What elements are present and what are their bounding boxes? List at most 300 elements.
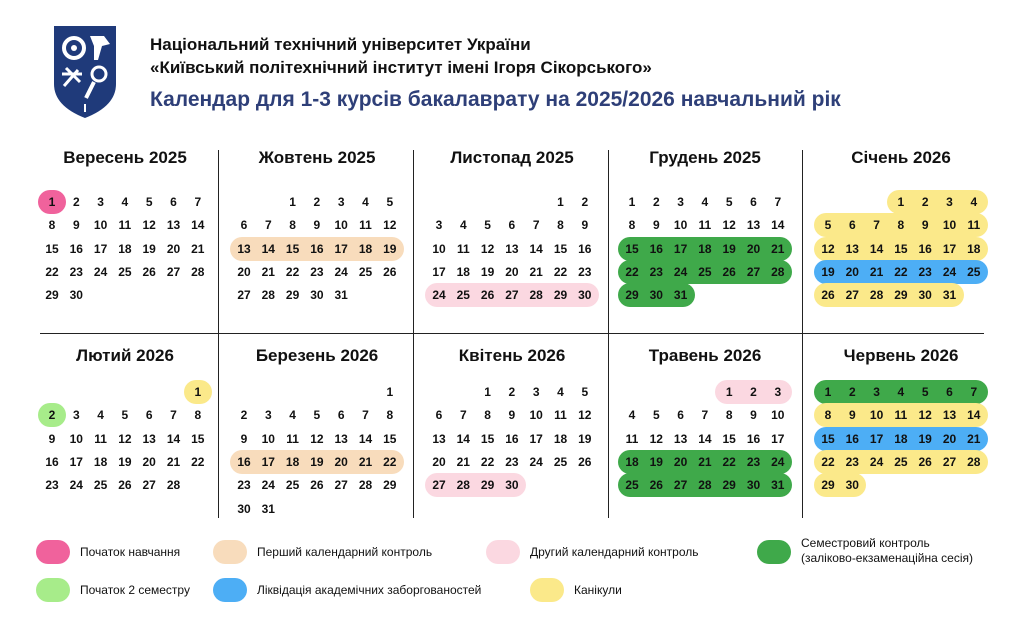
month-calendar xyxy=(40,346,235,521)
calendar-day: 30 xyxy=(918,288,932,303)
calendar-day: 4 xyxy=(362,195,369,209)
calendar-day: 13 xyxy=(237,241,251,256)
calendar-day: 26 xyxy=(918,454,932,469)
calendar-day: 24 xyxy=(432,288,446,303)
legend-label: Другий календарний контроль xyxy=(530,545,699,559)
calendar-day: 7 xyxy=(264,218,272,233)
calendar-day: 28 xyxy=(529,288,543,303)
calendar-day: 1 xyxy=(897,195,905,209)
calendar-day: 14 xyxy=(358,431,373,446)
calendar-day: 23 xyxy=(845,454,859,469)
calendar-day: 13 xyxy=(746,218,761,233)
calendar-day: 13 xyxy=(334,431,348,446)
calendar-day: 7 xyxy=(362,408,369,423)
month-title: Січень 2026 xyxy=(851,148,951,167)
calendar-day: 13 xyxy=(942,408,957,423)
legend-swatch xyxy=(36,578,70,602)
calendar-day: 6 xyxy=(677,408,684,423)
calendar-day: 20 xyxy=(237,264,251,279)
calendar-day: 6 xyxy=(435,408,443,423)
calendar-day: 22 xyxy=(553,264,568,279)
calendar-day: 30 xyxy=(578,288,592,303)
calendar-day: 15 xyxy=(625,241,639,256)
calendar-day: 28 xyxy=(698,478,712,493)
calendar-day: 21 xyxy=(191,241,205,256)
calendar-day: 17 xyxy=(69,454,83,469)
legend-swatch xyxy=(530,578,564,602)
calendar-day: 12 xyxy=(480,241,495,256)
calendar-day: 12 xyxy=(918,408,932,423)
calendar-day: 26 xyxy=(310,478,324,493)
calendar-day: 10 xyxy=(93,218,108,233)
calendar-day: 25 xyxy=(698,264,712,279)
calendar-day: 5 xyxy=(652,408,660,423)
calendar-day: 30 xyxy=(746,478,761,493)
month-calendar xyxy=(40,148,235,323)
calendar-day: 6 xyxy=(508,218,516,233)
month-title: Червень 2026 xyxy=(843,346,959,365)
calendar-day: 8 xyxy=(48,218,56,233)
calendar-day: 7 xyxy=(970,385,978,399)
calendar-day: 25 xyxy=(93,478,108,493)
calendar-day: 10 xyxy=(432,241,446,256)
calendar-day: 4 xyxy=(897,385,905,399)
calendar-day: 2 xyxy=(313,195,321,209)
calendar-day: 8 xyxy=(897,218,905,233)
calendar-day: 9 xyxy=(652,218,660,233)
calendar-day: 16 xyxy=(505,431,519,446)
month-calendar xyxy=(232,148,427,323)
calendar-day: 24 xyxy=(869,454,884,469)
calendar-day: 25 xyxy=(456,288,470,303)
calendar-day: 3 xyxy=(435,218,443,233)
calendar-day: 27 xyxy=(942,454,957,469)
calendar-day: 19 xyxy=(722,241,736,256)
calendar-day: 14 xyxy=(529,241,543,256)
month-calendar xyxy=(816,148,1011,323)
calendar-day: 27 xyxy=(334,478,348,493)
calendar-day: 21 xyxy=(529,264,543,279)
calendar-day: 25 xyxy=(285,478,300,493)
calendar-day: 18 xyxy=(698,241,712,256)
month-calendar xyxy=(816,346,1011,521)
calendar-day: 6 xyxy=(946,385,953,399)
calendar-day: 12 xyxy=(310,431,324,446)
calendar-day: 16 xyxy=(649,241,663,256)
calendar-day: 17 xyxy=(529,431,543,446)
calendar-day: 10 xyxy=(942,218,957,233)
calendar-day: 19 xyxy=(142,241,156,256)
calendar-day: 22 xyxy=(625,264,639,279)
calendar-day: 23 xyxy=(310,264,324,279)
calendar-day: 28 xyxy=(166,478,181,493)
calendar-day: 25 xyxy=(625,478,639,493)
calendar-day: 6 xyxy=(337,408,345,423)
calendar-day: 9 xyxy=(313,218,321,233)
calendar-day: 8 xyxy=(628,218,636,233)
calendar-day: 2 xyxy=(921,195,929,209)
calendar-day: 19 xyxy=(649,454,663,469)
calendar-day: 16 xyxy=(746,431,761,446)
calendar-day: 10 xyxy=(529,408,543,423)
calendar-day: 7 xyxy=(774,195,782,209)
month-calendar xyxy=(620,346,815,521)
calendar-day: 24 xyxy=(942,264,957,279)
month-calendar xyxy=(232,346,427,521)
calendar-day: 22 xyxy=(722,454,736,469)
calendar-day: 14 xyxy=(456,431,470,446)
calendar-day: 5 xyxy=(921,385,929,399)
calendar-day: 17 xyxy=(771,431,785,446)
calendar-day: 20 xyxy=(942,431,957,446)
calendar-day: 2 xyxy=(652,195,660,209)
calendar-day: 21 xyxy=(967,431,981,446)
calendar-day: 26 xyxy=(578,454,592,469)
calendar-day: 10 xyxy=(334,218,348,233)
calendar-day: 6 xyxy=(170,195,177,209)
calendar-day: 18 xyxy=(118,241,132,256)
calendar-day: 17 xyxy=(869,431,884,446)
calendar-day: 9 xyxy=(48,431,56,446)
calendar-day: 29 xyxy=(45,288,59,303)
calendar-day: 25 xyxy=(118,264,132,279)
calendar-day: 14 xyxy=(771,218,785,233)
calendar-day: 4 xyxy=(289,408,296,423)
calendar-day: 6 xyxy=(848,218,856,233)
calendar-day: 11 xyxy=(554,408,567,423)
calendar-day: 19 xyxy=(383,241,397,256)
calendar-day: 1 xyxy=(386,385,394,399)
calendar-day: 13 xyxy=(432,431,446,446)
calendar-day: 28 xyxy=(771,264,785,279)
month-title: Травень 2026 xyxy=(648,346,762,365)
month-title: Лютий 2026 xyxy=(76,346,174,365)
calendar-day: 29 xyxy=(480,478,495,493)
calendar-day: 21 xyxy=(456,454,470,469)
calendar-day: 22 xyxy=(285,264,300,279)
calendar-day: 21 xyxy=(869,264,884,279)
calendar-day: 15 xyxy=(383,431,397,446)
calendar-day: 27 xyxy=(673,478,688,493)
calendar-day: 23 xyxy=(237,478,251,493)
calendar-day: 10 xyxy=(69,431,83,446)
legend-label: Семестровий контроль (заліково-екзаменаційна сесія) xyxy=(801,536,973,565)
calendar-day: 5 xyxy=(725,195,733,209)
university-name: Національний технічний університет України xyxy=(150,35,531,54)
calendar-day: 2 xyxy=(240,408,248,423)
calendar-day: 29 xyxy=(285,288,300,303)
calendar-day: 8 xyxy=(386,408,394,423)
calendar-day: 23 xyxy=(918,264,932,279)
calendar-day: 7 xyxy=(873,218,880,233)
calendar-day: 11 xyxy=(698,218,712,233)
calendar-day: 6 xyxy=(750,195,757,209)
calendar-day: 20 xyxy=(166,241,181,256)
calendar-day: 4 xyxy=(121,195,129,209)
calendar-day: 8 xyxy=(557,218,564,233)
calendar-day: 25 xyxy=(894,454,908,469)
calendar-day: 30 xyxy=(69,288,83,303)
calendar-day: 11 xyxy=(967,218,981,233)
month-title: Квітень 2026 xyxy=(458,346,566,365)
calendar-day: 22 xyxy=(821,454,835,469)
month-title: Березень 2026 xyxy=(255,346,379,365)
calendar-day: 21 xyxy=(261,264,275,279)
calendar-day: 2 xyxy=(581,195,589,209)
month-title: Вересень 2025 xyxy=(63,148,187,167)
calendar-day: 23 xyxy=(505,454,519,469)
calendar-day: 30 xyxy=(649,288,663,303)
calendar-day: 12 xyxy=(578,408,592,423)
institute-name: «Київський політехнічний інститут імені Ігоря Сікорського» xyxy=(150,58,652,77)
calendar-day: 3 xyxy=(946,195,953,209)
month-calendar xyxy=(620,148,815,323)
calendar-day: 26 xyxy=(383,264,397,279)
calendar-day: 3 xyxy=(774,385,782,399)
calendar-day: 1 xyxy=(628,195,636,209)
calendar-day: 14 xyxy=(261,241,275,256)
calendar-day: 15 xyxy=(480,431,495,446)
calendar-day: 19 xyxy=(118,454,132,469)
calendar-day: 24 xyxy=(771,454,785,469)
calendar-day: 31 xyxy=(942,288,957,303)
calendar-day: 3 xyxy=(264,408,272,423)
calendar-day: 17 xyxy=(261,454,275,469)
calendar-day: 30 xyxy=(845,478,859,493)
calendar-day: 3 xyxy=(873,385,880,399)
calendar-day: 9 xyxy=(240,431,248,446)
calendar-day: 26 xyxy=(821,288,835,303)
calendar-day: 9 xyxy=(921,218,929,233)
calendar-day: 24 xyxy=(69,478,83,493)
calendar-day: 20 xyxy=(432,454,446,469)
calendar-day: 5 xyxy=(824,218,832,233)
calendar-day: 26 xyxy=(480,288,495,303)
calendar-day: 9 xyxy=(750,408,757,423)
calendar-day: 12 xyxy=(142,218,156,233)
calendar-day: 21 xyxy=(698,454,712,469)
calendar-day: 20 xyxy=(746,241,761,256)
calendar-day: 8 xyxy=(824,408,832,423)
calendar-day: 27 xyxy=(237,288,251,303)
calendar-day: 23 xyxy=(45,478,59,493)
legend-swatch xyxy=(757,540,791,564)
calendar-day: 25 xyxy=(967,264,981,279)
grid-divider xyxy=(40,333,984,334)
legend-swatch xyxy=(36,540,70,564)
calendar-day: 13 xyxy=(166,218,181,233)
calendar-day: 19 xyxy=(480,264,495,279)
calendar-day: 4 xyxy=(557,385,564,399)
calendar-day: 16 xyxy=(237,454,251,469)
legend-label: Початок 2 семестру xyxy=(80,583,190,597)
legend-label: Початок навчання xyxy=(80,545,181,559)
calendar-day: 11 xyxy=(456,241,470,256)
calendar-day: 5 xyxy=(145,195,153,209)
calendar-day: 15 xyxy=(894,241,908,256)
calendar-day: 20 xyxy=(505,264,519,279)
calendar-day: 17 xyxy=(93,241,108,256)
calendar-day: 10 xyxy=(869,408,884,423)
calendar-day: 9 xyxy=(508,408,516,423)
calendar-day: 12 xyxy=(118,431,132,446)
calendar-day: 7 xyxy=(701,408,709,423)
calendar-day: 18 xyxy=(553,431,568,446)
calendar-day: 31 xyxy=(771,478,785,493)
calendar-day: 30 xyxy=(237,501,251,516)
calendar-day: 15 xyxy=(553,241,568,256)
calendar-day: 21 xyxy=(166,454,181,469)
calendar-day: 3 xyxy=(532,385,540,399)
calendar-day: 28 xyxy=(358,478,373,493)
calendar-day: 22 xyxy=(45,264,59,279)
calendar-day: 12 xyxy=(383,218,397,233)
calendar-day: 15 xyxy=(191,431,205,446)
calendar-day: 8 xyxy=(484,408,491,423)
calendar-day: 14 xyxy=(967,408,981,423)
calendar-day: 24 xyxy=(261,478,275,493)
calendar-day: 21 xyxy=(358,454,373,469)
calendar-day: 26 xyxy=(118,478,132,493)
calendar-day: 1 xyxy=(289,195,296,209)
legend-label: Канікули xyxy=(574,583,622,597)
calendar-day: 28 xyxy=(869,288,884,303)
calendar-day: 24 xyxy=(529,454,543,469)
calendar-day: 16 xyxy=(69,241,83,256)
calendar-day: 15 xyxy=(722,431,736,446)
calendar-day: 20 xyxy=(673,454,688,469)
calendar-day: 3 xyxy=(72,408,80,423)
calendar-day: 18 xyxy=(285,454,300,469)
calendar-day: 11 xyxy=(118,218,132,233)
calendar-day: 27 xyxy=(505,288,519,303)
calendar-day: 10 xyxy=(673,218,688,233)
calendar-day: 23 xyxy=(649,264,663,279)
calendar-day: 29 xyxy=(821,478,835,493)
calendar-day: 17 xyxy=(334,241,348,256)
calendar-day: 30 xyxy=(505,478,519,493)
calendar-day: 27 xyxy=(746,264,761,279)
calendar-day: 28 xyxy=(456,478,470,493)
calendar-day: 28 xyxy=(261,288,275,303)
calendar-day: 31 xyxy=(673,288,688,303)
calendar-day: 3 xyxy=(97,195,104,209)
legend-swatch xyxy=(213,540,247,564)
calendar-day: 27 xyxy=(845,288,859,303)
calendar-day: 1 xyxy=(484,385,491,399)
calendar-day: 9 xyxy=(848,408,856,423)
calendar-day: 29 xyxy=(553,288,568,303)
calendar-day: 1 xyxy=(725,385,733,399)
calendar-day: 29 xyxy=(894,288,908,303)
calendar-day: 5 xyxy=(313,408,321,423)
calendar-day: 7 xyxy=(459,408,467,423)
calendar-day: 22 xyxy=(191,454,205,469)
calendar-day: 26 xyxy=(649,478,663,493)
calendar-day: 24 xyxy=(93,264,108,279)
calendar-day: 18 xyxy=(93,454,108,469)
calendar-day: 6 xyxy=(240,218,248,233)
calendar-day: 11 xyxy=(625,431,639,446)
calendar-day: 29 xyxy=(625,288,639,303)
calendar-day: 8 xyxy=(289,218,296,233)
calendar-day: 13 xyxy=(845,241,859,256)
calendar-day: 8 xyxy=(725,408,733,423)
calendar-day: 23 xyxy=(746,454,761,469)
calendar-day: 17 xyxy=(942,241,957,256)
calendar-day: 19 xyxy=(918,431,932,446)
calendar-day: 2 xyxy=(48,408,56,423)
calendar-day: 2 xyxy=(750,385,757,399)
legend-swatch xyxy=(213,578,247,602)
calendar-day: 27 xyxy=(432,478,446,493)
calendar-day: 16 xyxy=(45,454,59,469)
calendar-day: 4 xyxy=(701,195,709,209)
page-title: Календар для 1-3 курсів бакалаврату на 2025/2026 навчальний рік xyxy=(150,88,841,111)
month-calendar xyxy=(427,148,622,323)
calendar-day: 25 xyxy=(553,454,568,469)
calendar-day: 1 xyxy=(824,385,832,399)
calendar-day: 1 xyxy=(194,385,202,399)
calendar-day: 10 xyxy=(771,408,785,423)
calendar-day: 5 xyxy=(581,385,589,399)
calendar-day: 7 xyxy=(532,218,540,233)
calendar-day: 27 xyxy=(142,478,156,493)
calendar-day: 23 xyxy=(578,264,592,279)
calendar-day: 18 xyxy=(358,241,373,256)
calendar-day: 19 xyxy=(578,431,592,446)
calendar-day: 2 xyxy=(848,385,856,399)
calendar-day: 15 xyxy=(45,241,59,256)
calendar-day: 4 xyxy=(97,408,104,423)
calendar-day: 7 xyxy=(170,408,177,423)
month-title: Грудень 2025 xyxy=(649,148,761,167)
calendar-day: 15 xyxy=(285,241,300,256)
calendar-day: 13 xyxy=(142,431,156,446)
calendar-day: 22 xyxy=(383,454,397,469)
calendar-day: 13 xyxy=(673,431,688,446)
legend-swatch xyxy=(486,540,520,564)
calendar-day: 16 xyxy=(310,241,324,256)
calendar-day: 18 xyxy=(894,431,908,446)
calendar-day: 9 xyxy=(72,218,80,233)
calendar-day: 28 xyxy=(967,454,981,469)
calendar-day: 14 xyxy=(166,431,181,446)
calendar-day: 19 xyxy=(310,454,324,469)
calendar-day: 7 xyxy=(194,195,202,209)
calendar-day: 22 xyxy=(894,264,908,279)
calendar-day: 30 xyxy=(310,288,324,303)
calendar-day: 19 xyxy=(821,264,835,279)
calendar-day: 5 xyxy=(484,218,491,233)
legend-label: Ліквідація академічних заборгованостей xyxy=(257,583,482,597)
calendar-day: 18 xyxy=(456,264,470,279)
calendar-day: 14 xyxy=(191,218,205,233)
calendar-day: 1 xyxy=(48,195,56,209)
calendar-day: 3 xyxy=(677,195,684,209)
calendar-day: 5 xyxy=(386,195,394,209)
calendar-day: 18 xyxy=(967,241,981,256)
calendar-day: 4 xyxy=(628,408,636,423)
calendar-day: 17 xyxy=(432,264,446,279)
calendar-day: 8 xyxy=(194,408,202,423)
calendar-day: 20 xyxy=(142,454,156,469)
calendar-day: 2 xyxy=(508,385,516,399)
calendar-day: 26 xyxy=(722,264,736,279)
month-title: Листопад 2025 xyxy=(450,148,574,167)
calendar-day: 15 xyxy=(821,431,835,446)
calendar-day: 24 xyxy=(673,264,688,279)
